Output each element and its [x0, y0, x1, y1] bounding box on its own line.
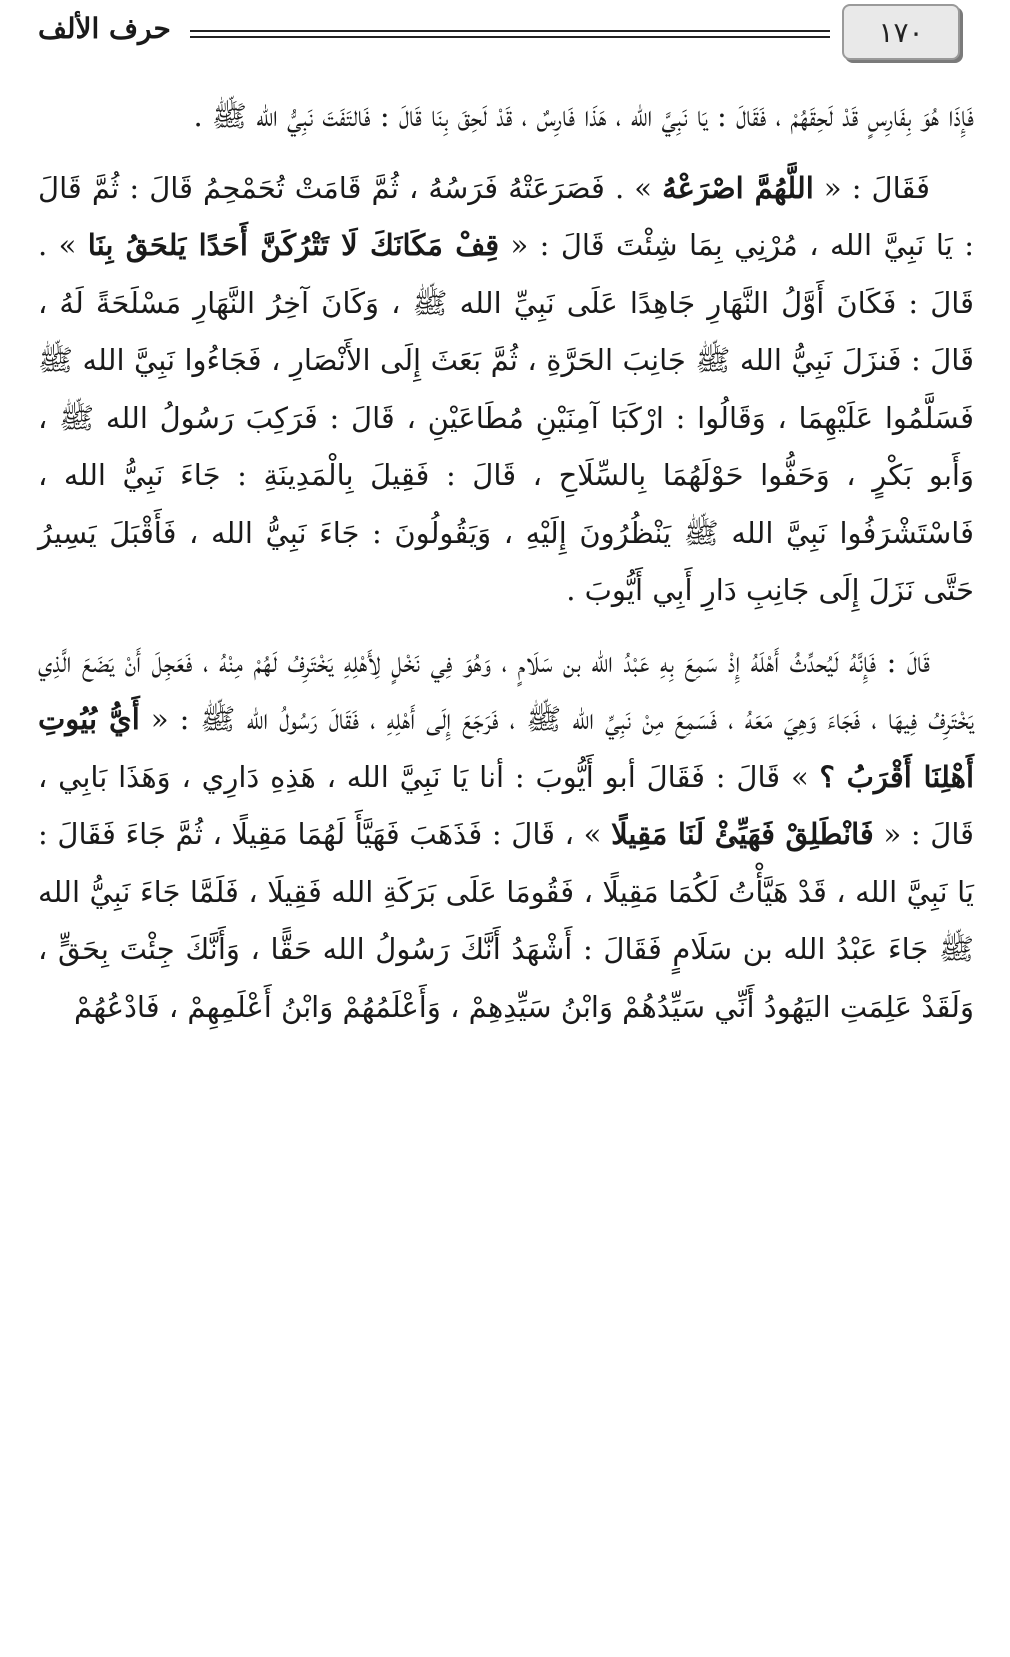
paragraph-1-text: فَإِذَا هُوَ بِفَارِسٍ قَدْ لَحِقَهُمْ ، فَقَالَ : يَا نَبِيَّ الله ، هَذَا فَارِسٌ ، قَدْ لَحِقَ بِنَا قَالَ : فَالتَفَتَ نَبِيُّ الله ﷺ . — [193, 99, 974, 133]
paragraph-2 — [38, 160, 974, 620]
prophet-quote-bold: أَيُّ بُيُوتِ أَهْلِنَا أَقْرَبُ ؟ — [38, 702, 975, 794]
prophet-quote-bold: قِفْ مَكَانَكَ لَا تَتْرُكَنَّ أَحَدًا يَلحَقُ بِنَا — [87, 228, 500, 262]
header-rule — [190, 30, 830, 38]
paragraph-3-text: » قَالَ : فَقَالَ أبو أَيُّوبَ : أنا يَا نَبِيَّ الله ، هَذِهِ دَارِي ، وَهَذَا بَابِي ، قَالَ : « — [38, 759, 975, 851]
paragraph-3-text: » ، قَالَ : فَذَهَبَ فَهَيَّأَ لَهُمَا مَقِيلًا ، ثُمَّ جَاءَ فَقَالَ : يَا نَبِيَّ الله ، قَدْ هَيَّأْتُ لَكُمَا مَقِيلًا ، فَقُومَا عَلَى بَرَكَةِ الله فَقِيلَا ، فَلَمَّا جَاءَ نَبِيُّ الله ﷺ جَاءَ عَبْدُ الله بن سَلَامٍ فَقَالَ : أَشْهَدُ أَنَّكَ رَسُولُ الله حَقًّا ، وَأَنَّكَ جِئْتَ بِحَقٍّ ، وَلَقَدْ عَلِمَتِ اليَهُودُ أَنِّي سَيِّدُهُمْ وَابْنُ سَيِّدِهِمْ ، وَأَعْلَمُهُمْ وَابْنُ أَعْلَمِهِمْ ، فَادْعُهُمْ — [38, 817, 975, 1024]
prophet-quote-bold: اللَّهُمَّ اصْرَعْهُ — [662, 170, 814, 205]
page-number: ١٧٠ — [842, 4, 960, 60]
chapter-title: حرف الألف — [38, 12, 171, 45]
paragraph-2-text: » . فَصَرَعَتْهُ فَرَسُهُ ، ثُمَّ قَامَتْ تُحَمْحِمُ قَالَ : ثُمَّ قَالَ : يَا نَبِيَّ الله ، مُرْنِي بِمَا شِئْتَ قَالَ : « — [38, 170, 974, 262]
paragraph-2-text: » . قَالَ : فَكَانَ أَوَّلُ النَّهَارِ جَاهِدًا عَلَى نَبِيِّ الله ﷺ ، وَكَانَ آخِرُ النَّهَارِ مَسْلَحَةً لَهُ ، قَالَ : فَنزَلَ نَبِيُّ الله ﷺ جَانِبَ الحَرَّةِ ، ثُمَّ بَعَثَ إِلَى الأَنْصَارِ ، فَجَاءُوا نَبِيَّ الله ﷺ فَسَلَّمُوا عَلَيْهِمَا ، وَقَالُوا : ارْكَبَا آمِنَيْنِ مُطَاعَيْنِ ، قَالَ : فَرَكِبَ رَسُولُ الله ﷺ ، وَأَبو بَكْرٍ ، وَحَفُّوا حَوْلَهُمَا بِالسِّلَاحِ ، قَالَ : فَقِيلَ بِالْمَدِينَةِ : جَاءَ نَبِيُّ الله ، فَاسْتَشْرَفُوا نَبِيَّ الله ﷺ يَنْظُرُونَ إِلَيْهِ ، وَيَقُولُونَ : جَاءَ نَبِيُّ الله ، فَأَقْبَلَ يَسِيرُ حَتَّى نَزَلَ إِلَى جَانِبِ دَارِ أَبِي أَيُّوبَ . — [38, 228, 974, 607]
prophet-quote-bold: فَانْطَلِقْ فَهَيِّئْ لَنَا مَقِيلًا — [611, 817, 874, 851]
paragraph-2-text: فَقَالَ : « — [813, 170, 930, 205]
paragraph-3 — [38, 634, 974, 1037]
paragraph-3-text: قَالَ : فَإِنَّهُ لَيُحدِّثُ أَهْلَهُ إِذْ سَمِعَ بِهِ عَبْدُ الله بن سَلَامٍ ، وَهُوَ فِي نَخْلٍ لِأَهْلِهِ يَخْتَرِفُ لَهُمْ مِنْهُ ، فَعَجِلَ أَنْ يَضَعَ الَّذِي يَخْتَرِفُ فِيهَا ، فَجَاءَ وَهِيَ مَعَهُ ، فَسَمِعَ مِنْ نَبِيِّ الله ﷺ ، فَرَجَعَ إِلَى أَهْلِهِ ، فَقَالَ رَسُولُ الله ﷺ : « — [38, 644, 974, 736]
paragraph-1 — [38, 88, 974, 146]
page-body — [38, 88, 974, 1050]
page-header — [0, 0, 1010, 70]
